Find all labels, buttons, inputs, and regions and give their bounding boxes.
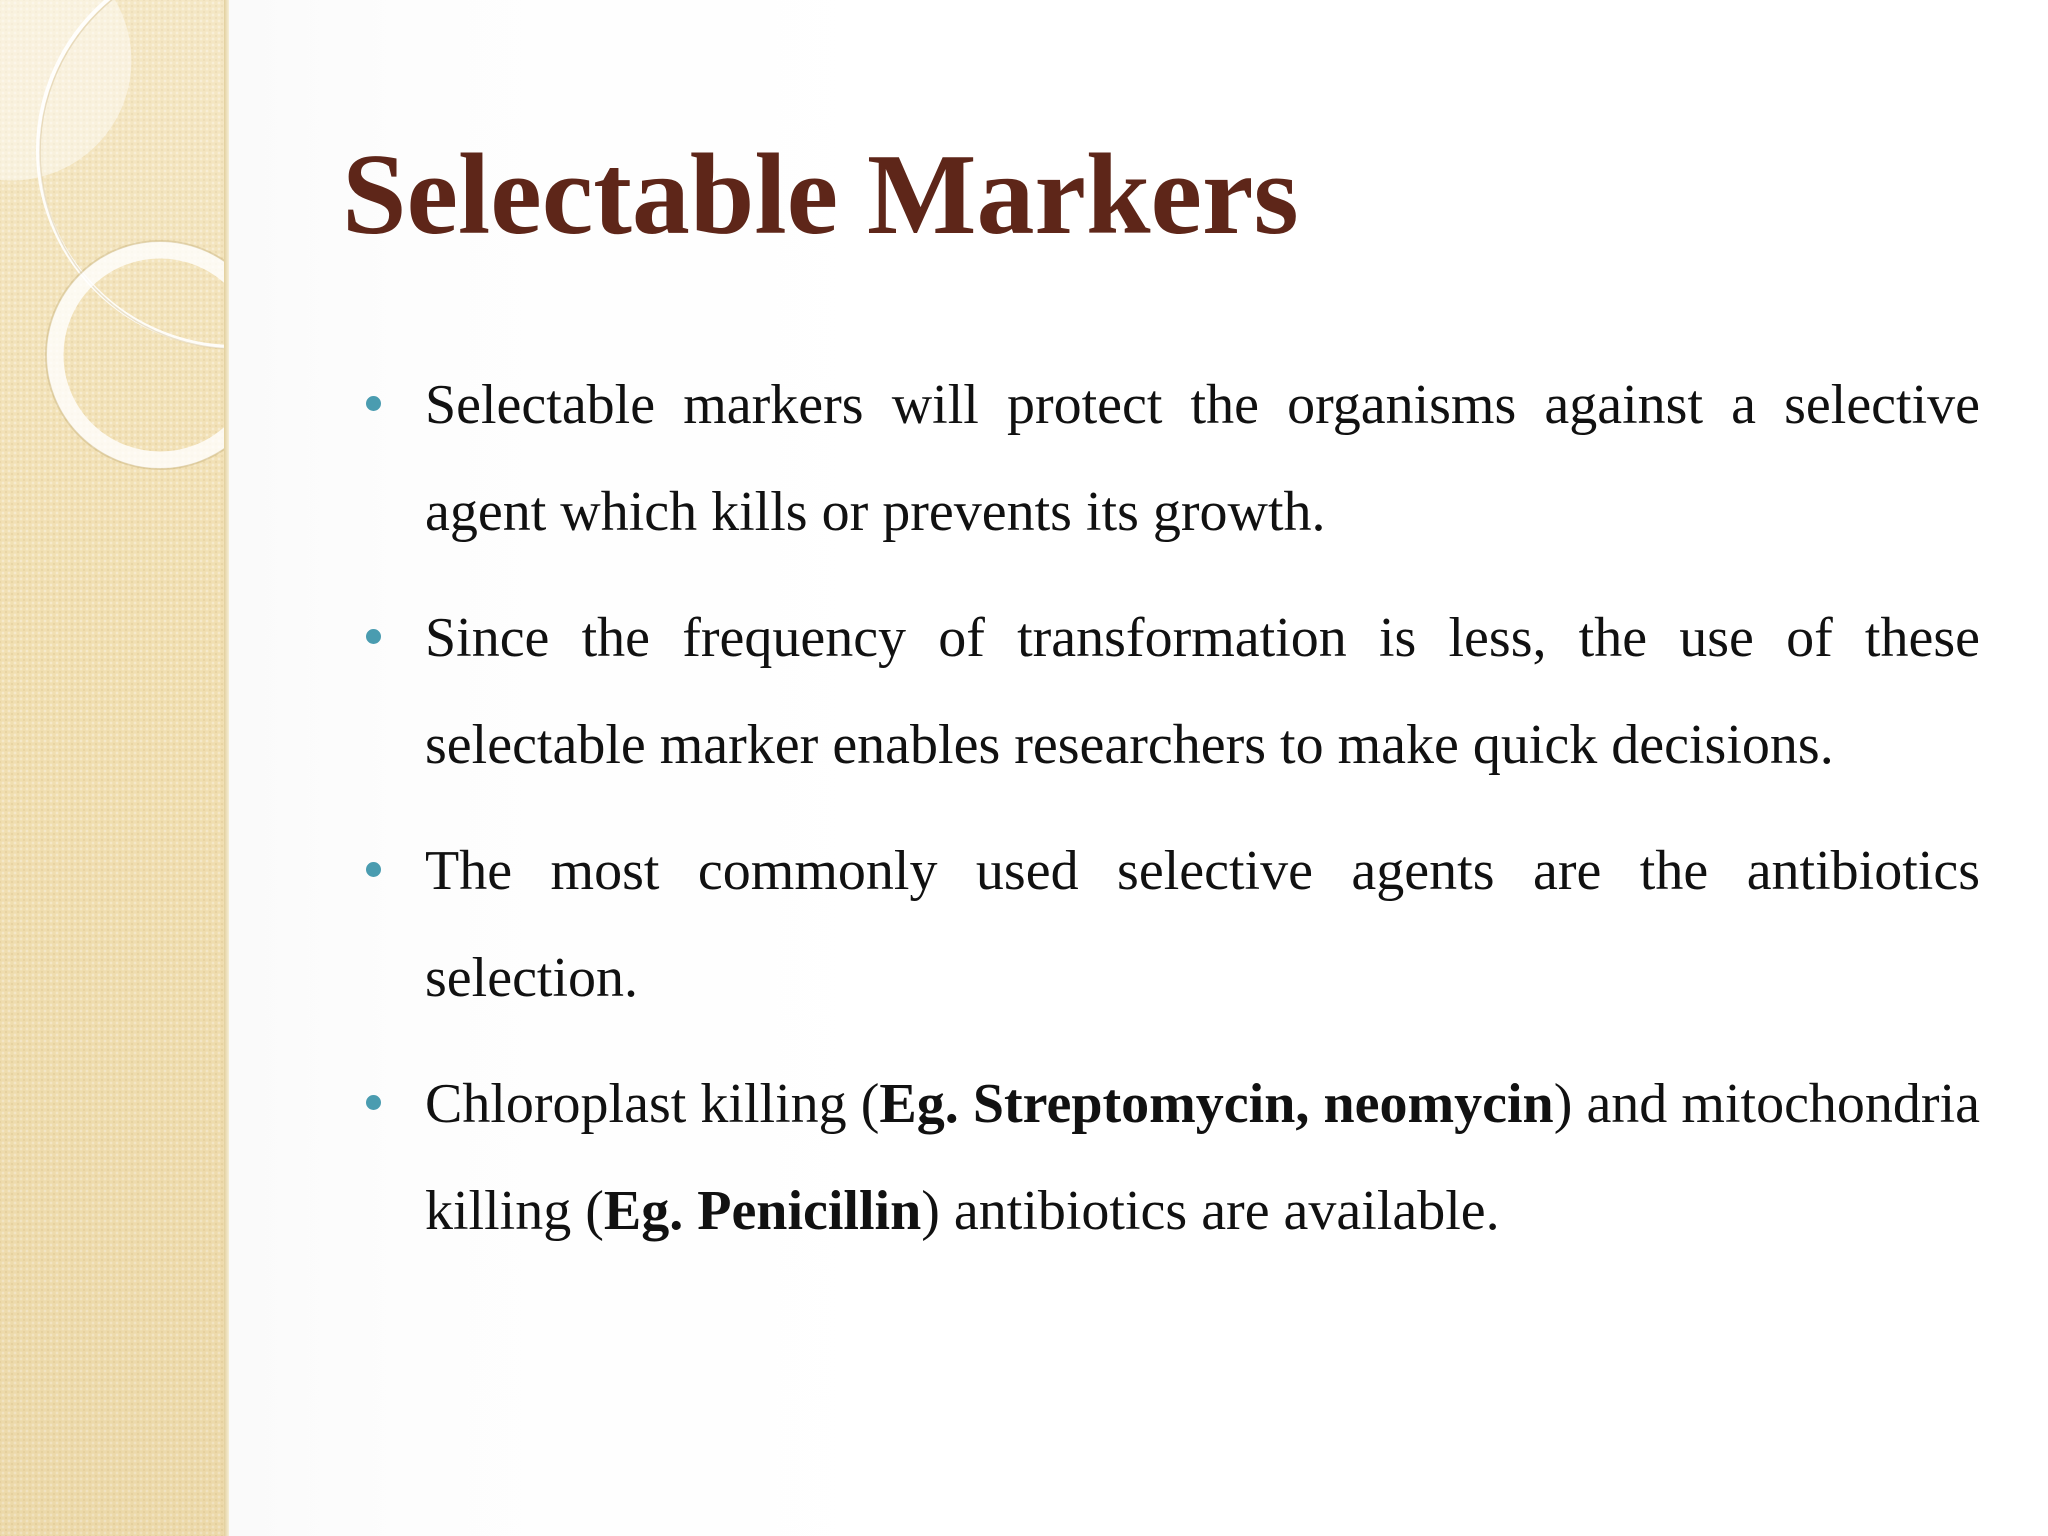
- bullet-item: [360, 1051, 1980, 1265]
- bullet-dot-icon: [366, 1095, 381, 1110]
- bullet-dot-icon: [366, 396, 381, 411]
- bullet-text-bold: Eg. Streptomycin, neomycin: [879, 1073, 1554, 1135]
- slide-title: Selectable Markers: [342, 131, 1299, 259]
- decorative-side-panel: [0, 0, 228, 1536]
- bullet-text-bold: Eg. Penicillin: [603, 1180, 922, 1242]
- bullet-text-part: ) antibiotics are available.: [921, 1180, 1500, 1242]
- bullet-text-part: Chloroplast killing (: [425, 1073, 880, 1135]
- bullet-item: [360, 585, 1980, 799]
- decorative-circles: [0, 0, 228, 520]
- bullet-text: Since the frequency of transformation is less, the use of these selectable marker enables researchers to make quick decisions.: [425, 607, 1980, 776]
- bullet-dot-icon: [366, 862, 381, 877]
- bullet-dot-icon: [366, 629, 381, 644]
- bullet-list: [360, 352, 1980, 1284]
- bullet-text-part: ) and mitochondria killing (: [425, 1073, 1980, 1242]
- bullet-text: The most commonly used selective agents are the antibiotics selection.: [425, 840, 1980, 1009]
- bullet-item: [360, 818, 1980, 1032]
- bullet-item: [360, 352, 1980, 566]
- bullet-text: Selectable markers will protect the organisms against a selective agent which kills or prevents its growth.: [425, 374, 1980, 543]
- side-panel-edge: [224, 0, 229, 1536]
